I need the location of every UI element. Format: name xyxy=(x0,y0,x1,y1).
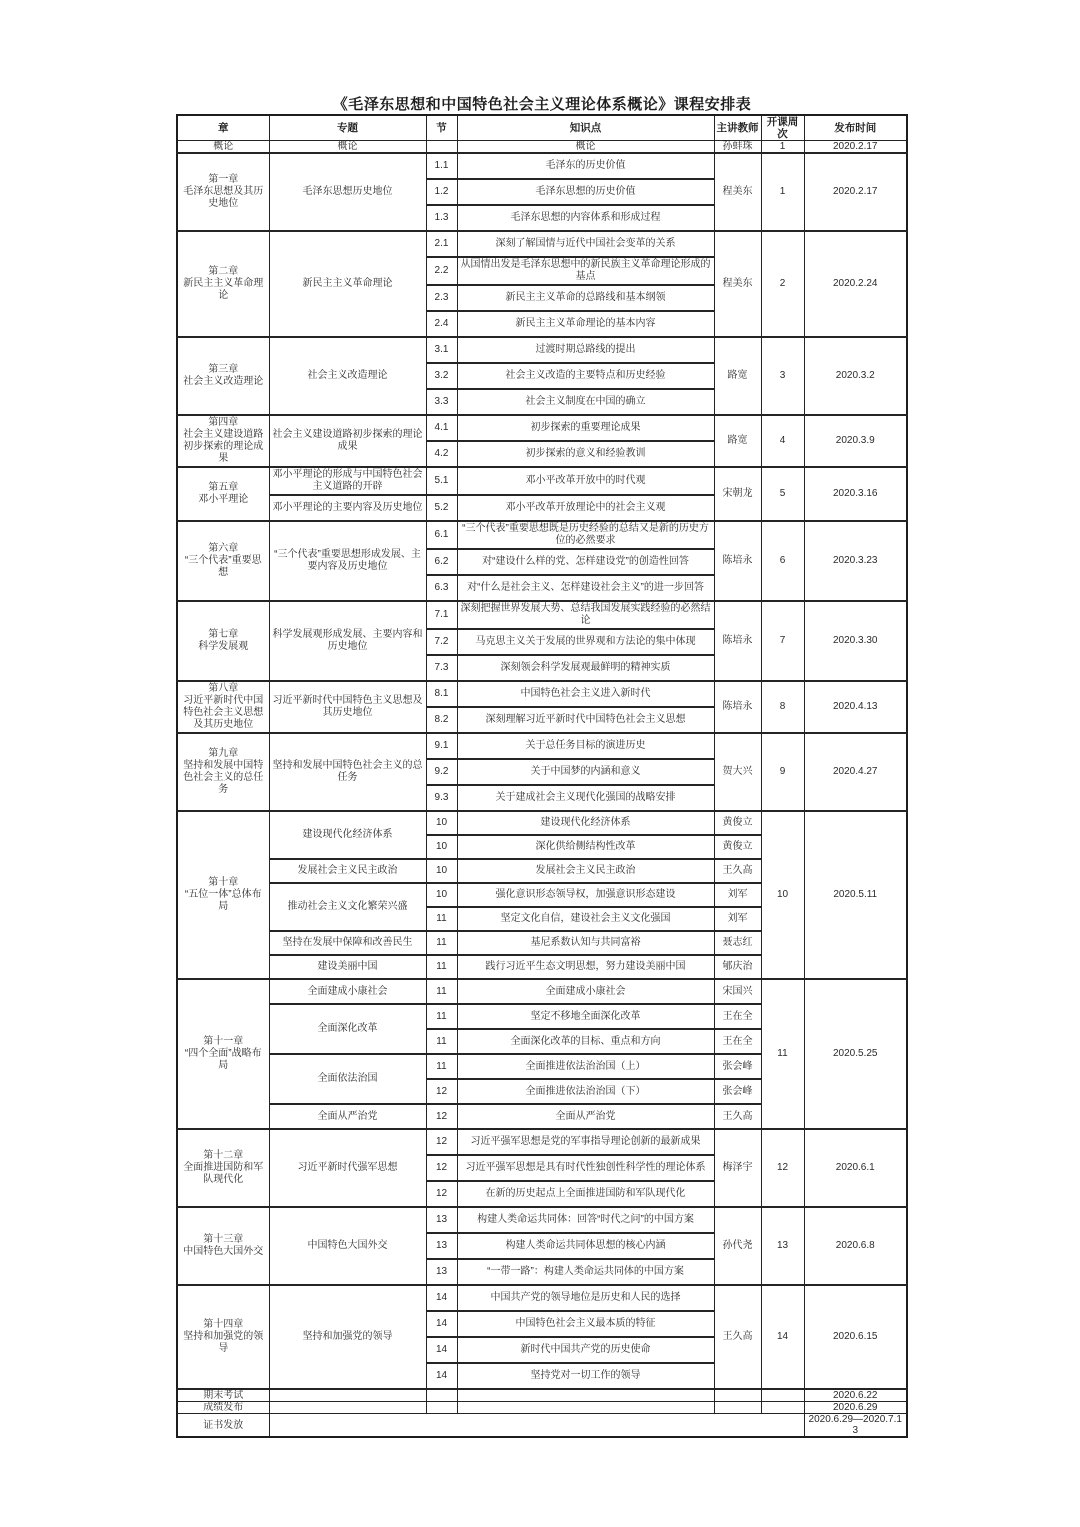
week-cell: 12 xyxy=(761,1129,804,1207)
week-cell: 1 xyxy=(761,153,804,231)
topic-cell: 邓小平理论的形成与中国特色社会主义道路的开辟 xyxy=(269,467,426,495)
teacher-cell: 张会峰 xyxy=(714,1054,761,1079)
topic-cell: 建设美丽中国 xyxy=(269,955,426,979)
date-cell: 2020.4.13 xyxy=(804,681,907,733)
schedule-row xyxy=(177,601,907,629)
teacher-cell: 聂志红 xyxy=(714,931,761,955)
schedule-row xyxy=(177,811,907,835)
chapter-number: 第十二章 xyxy=(203,1150,244,1161)
chapter-number: 概论 xyxy=(213,141,234,152)
date-cell: 2020.2.24 xyxy=(804,231,907,337)
section-cell: 14 xyxy=(426,1363,457,1389)
teacher-cell: 路宽 xyxy=(714,415,761,467)
section-cell: 6.3 xyxy=(426,575,457,601)
schedule-table-body xyxy=(177,141,907,1438)
schedule-row xyxy=(177,231,907,257)
schedule-row xyxy=(177,415,907,441)
section-cell: 11 xyxy=(426,955,457,979)
date-cell: 2020.2.17 xyxy=(804,153,907,231)
footer-label-cell: 期末考试 xyxy=(177,1389,269,1402)
schedule-row xyxy=(177,337,907,363)
schedule-row xyxy=(177,1207,907,1233)
chapter-name: “五位一体”总体布局 xyxy=(184,889,262,912)
footer-date-cell: 2020.6.29 xyxy=(804,1402,907,1414)
chapter-number: 第十一章 xyxy=(203,1036,244,1047)
chapter-number: 第七章 xyxy=(208,629,239,640)
teacher-cell: 宋国兴 xyxy=(714,979,761,1004)
knowledge-point-cell: 新民主主义革命理论的基本内容 xyxy=(457,311,714,337)
date-cell: 2020.6.15 xyxy=(804,1285,907,1389)
schedule-row xyxy=(177,733,907,759)
footer-empty-cell xyxy=(761,1389,804,1402)
knowledge-point-cell: 坚定不移地全面深化改革 xyxy=(457,1004,714,1029)
week-cell: 1 xyxy=(761,141,804,154)
column-header-week: 开课周次 xyxy=(761,115,804,141)
topic-cell: 毛泽东思想历史地位 xyxy=(269,153,426,231)
teacher-cell: 陈培永 xyxy=(714,521,761,601)
header-row xyxy=(177,115,907,141)
teacher-cell: 王久高 xyxy=(714,1285,761,1389)
knowledge-point-cell: 深刻把握世界发展大势、总结我国发展实践经验的必然结论 xyxy=(457,601,714,629)
footer-empty-cell xyxy=(269,1402,426,1414)
topic-cell: 坚持和加强党的领导 xyxy=(269,1285,426,1389)
footer-empty-cell xyxy=(457,1402,714,1414)
schedule-table xyxy=(176,114,908,1438)
knowledge-point-cell: 强化意识形态领导权，加强意识形态建设 xyxy=(457,883,714,907)
teacher-cell: 刘军 xyxy=(714,907,761,931)
knowledge-point-cell: 中国共产党的领导地位是历史和人民的选择 xyxy=(457,1285,714,1311)
week-cell: 2 xyxy=(761,231,804,337)
knowledge-point-cell: 过渡时期总路线的提出 xyxy=(457,337,714,363)
course-schedule-document xyxy=(176,96,908,1438)
section-cell: 2.1 xyxy=(426,231,457,257)
teacher-cell: 陈培永 xyxy=(714,601,761,681)
chapter-cell xyxy=(177,467,269,521)
section-cell: 4.2 xyxy=(426,441,457,467)
knowledge-point-cell: 新民主主义革命的总路线和基本纲领 xyxy=(457,285,714,311)
section-cell: 5.2 xyxy=(426,495,457,521)
schedule-row xyxy=(177,141,907,154)
knowledge-point-cell: 毛泽东思想的历史价值 xyxy=(457,179,714,205)
date-cell: 2020.3.30 xyxy=(804,601,907,681)
chapter-number: 第五章 xyxy=(208,482,239,493)
topic-cell: 邓小平理论的主要内容及历史地位 xyxy=(269,495,426,521)
section-cell: 14 xyxy=(426,1337,457,1363)
knowledge-point-cell: 对“什么是社会主义、怎样建设社会主义”的进一步回答 xyxy=(457,575,714,601)
date-cell: 2020.3.2 xyxy=(804,337,907,415)
knowledge-point-cell: 邓小平改革开放理论中的社会主义观 xyxy=(457,495,714,521)
date-cell: 2020.3.9 xyxy=(804,415,907,467)
topic-cell: 全面深化改革 xyxy=(269,1004,426,1054)
section-cell: 11 xyxy=(426,979,457,1004)
column-header-knowledge-point: 知识点 xyxy=(457,115,714,141)
chapter-cell xyxy=(177,521,269,601)
chapter-number: 第六章 xyxy=(208,543,239,554)
footer-empty-cell xyxy=(269,1389,426,1402)
topic-cell: 建设现代化经济体系 xyxy=(269,811,426,859)
chapter-cell xyxy=(177,979,269,1129)
chapter-cell xyxy=(177,153,269,231)
page-title: 《毛泽东思想和中国特色社会主义理论体系概论》课程安排表 xyxy=(332,96,752,113)
schedule-row xyxy=(177,681,907,707)
topic-cell: 社会主义建设道路初步探索的理论成果 xyxy=(269,415,426,467)
footer-empty-cell xyxy=(269,1414,804,1438)
chapter-name: 科学发展观 xyxy=(198,641,249,652)
week-cell: 11 xyxy=(761,979,804,1129)
teacher-cell: 陈培永 xyxy=(714,681,761,733)
section-cell: 7.2 xyxy=(426,629,457,655)
teacher-cell: 王在全 xyxy=(714,1004,761,1029)
chapter-cell xyxy=(177,231,269,337)
teacher-cell: 王久高 xyxy=(714,859,761,883)
section-cell: 12 xyxy=(426,1155,457,1181)
chapter-name: “三个代表”重要思想 xyxy=(184,555,262,578)
section-cell: 2.3 xyxy=(426,285,457,311)
section-cell: 11 xyxy=(426,931,457,955)
teacher-cell: 宋朝龙 xyxy=(714,467,761,521)
section-cell: 13 xyxy=(426,1207,457,1233)
teacher-cell: 刘军 xyxy=(714,883,761,907)
topic-cell: 概论 xyxy=(269,141,426,154)
teacher-cell: 王久高 xyxy=(714,1104,761,1129)
chapter-cell xyxy=(177,1129,269,1207)
section-cell: 7.3 xyxy=(426,655,457,681)
chapter-number: 第三章 xyxy=(208,364,239,375)
knowledge-point-cell: 全面深化改革的目标、重点和方向 xyxy=(457,1029,714,1054)
section-cell: 9.1 xyxy=(426,733,457,759)
knowledge-point-cell: 初步探索的意义和经验教训 xyxy=(457,441,714,467)
knowledge-point-cell: 深刻理解习近平新时代中国特色社会主义思想 xyxy=(457,707,714,733)
knowledge-point-cell: 基尼系数认知与共同富裕 xyxy=(457,931,714,955)
chapter-name: “四个全面”战略布局 xyxy=(184,1048,262,1071)
footer-row xyxy=(177,1389,907,1402)
chapter-number: 第一章 xyxy=(208,174,239,185)
knowledge-point-cell: 初步探索的重要理论成果 xyxy=(457,415,714,441)
chapter-name: 邓小平理论 xyxy=(198,494,249,505)
section-cell: 11 xyxy=(426,1029,457,1054)
week-cell: 14 xyxy=(761,1285,804,1389)
week-cell: 9 xyxy=(761,733,804,811)
footer-empty-cell xyxy=(714,1402,761,1414)
section-cell: 12 xyxy=(426,1129,457,1155)
chapter-number: 第十三章 xyxy=(203,1234,244,1245)
week-cell: 3 xyxy=(761,337,804,415)
section-cell: 6.1 xyxy=(426,521,457,549)
teacher-cell: 梅泽宇 xyxy=(714,1129,761,1207)
topic-cell: 中国特色大国外交 xyxy=(269,1207,426,1285)
topic-cell: 新民主主义革命理论 xyxy=(269,231,426,337)
section-cell: 13 xyxy=(426,1259,457,1285)
knowledge-point-cell: 践行习近平生态文明思想，努力建设美丽中国 xyxy=(457,955,714,979)
section-cell: 5.1 xyxy=(426,467,457,495)
chapter-cell xyxy=(177,1285,269,1389)
section-cell: 3.3 xyxy=(426,389,457,415)
teacher-cell: 王在全 xyxy=(714,1029,761,1054)
section-cell: 1.2 xyxy=(426,179,457,205)
chapter-number: 第十四章 xyxy=(203,1319,244,1330)
knowledge-point-cell: 关于总任务目标的演进历史 xyxy=(457,733,714,759)
chapter-name: 中国特色大国外交 xyxy=(183,1246,264,1257)
topic-cell: 推动社会主义文化繁荣兴盛 xyxy=(269,883,426,931)
section-cell: 10 xyxy=(426,859,457,883)
knowledge-point-cell: 坚持党对一切工作的领导 xyxy=(457,1363,714,1389)
week-cell: 6 xyxy=(761,521,804,601)
section-cell: 6.2 xyxy=(426,549,457,575)
chapter-name: 新民主主义革命理论 xyxy=(183,278,264,301)
teacher-cell: 路宽 xyxy=(714,337,761,415)
section-cell: 12 xyxy=(426,1181,457,1207)
chapter-name: 毛泽东思想及其历史地位 xyxy=(183,186,264,209)
footer-empty-cell xyxy=(457,1389,714,1402)
date-cell: 2020.3.16 xyxy=(804,467,907,521)
teacher-cell: 孙代尧 xyxy=(714,1207,761,1285)
footer-label-cell: 成绩发布 xyxy=(177,1402,269,1414)
teacher-cell: 黄俊立 xyxy=(714,811,761,835)
knowledge-point-cell: 毛泽东思想的内容体系和形成过程 xyxy=(457,205,714,231)
topic-cell: 习近平新时代中国特色主义思想及其历史地位 xyxy=(269,681,426,733)
chapter-name: 坚持和发展中国特色社会主义的总任务 xyxy=(183,760,264,795)
footer-empty-cell xyxy=(761,1402,804,1414)
knowledge-point-cell: 全面建成小康社会 xyxy=(457,979,714,1004)
teacher-cell: 黄俊立 xyxy=(714,835,761,859)
topic-cell: 全面从严治党 xyxy=(269,1104,426,1129)
section-cell: 11 xyxy=(426,1054,457,1079)
week-cell: 13 xyxy=(761,1207,804,1285)
section-cell: 14 xyxy=(426,1285,457,1311)
section-cell: 10 xyxy=(426,811,457,835)
knowledge-point-cell: 全面从严治党 xyxy=(457,1104,714,1129)
footer-empty-cell xyxy=(714,1389,761,1402)
week-cell: 7 xyxy=(761,601,804,681)
section-cell: 11 xyxy=(426,1004,457,1029)
knowledge-point-cell: 全面推进依法治治国（下） xyxy=(457,1079,714,1104)
chapter-cell xyxy=(177,415,269,467)
chapter-name: 坚持和加强党的领导 xyxy=(183,1331,264,1354)
section-cell: 12 xyxy=(426,1079,457,1104)
knowledge-point-cell: 社会主义改造的主要特点和历史经验 xyxy=(457,363,714,389)
section-cell: 10 xyxy=(426,883,457,907)
knowledge-point-cell: 习近平强军思想是党的军事指导理论创新的最新成果 xyxy=(457,1129,714,1155)
section-cell: 14 xyxy=(426,1311,457,1337)
teacher-cell: 程美东 xyxy=(714,153,761,231)
section-cell: 1.1 xyxy=(426,153,457,179)
schedule-row xyxy=(177,979,907,1004)
topic-cell: 全面依法治国 xyxy=(269,1054,426,1104)
section-cell: 4.1 xyxy=(426,415,457,441)
date-cell: 2020.4.27 xyxy=(804,733,907,811)
section-cell: 9.3 xyxy=(426,785,457,811)
teacher-cell: 孙蚌珠 xyxy=(714,141,761,154)
chapter-cell xyxy=(177,811,269,979)
schedule-row xyxy=(177,1285,907,1311)
chapter-number: 第九章 xyxy=(208,748,239,759)
week-cell: 5 xyxy=(761,467,804,521)
teacher-cell: 张会峰 xyxy=(714,1079,761,1104)
schedule-row xyxy=(177,153,907,179)
chapter-number: 第四章 xyxy=(208,417,239,428)
section-cell: 3.1 xyxy=(426,337,457,363)
chapter-name: 社会主义建设道路初步探索的理论成果 xyxy=(183,429,264,464)
teacher-cell: 贺大兴 xyxy=(714,733,761,811)
knowledge-point-cell: 关于建成社会主义现代化强国的战略安排 xyxy=(457,785,714,811)
knowledge-point-cell: 概论 xyxy=(457,141,714,154)
chapter-name: 社会主义改造理论 xyxy=(183,376,264,387)
section-cell: 8.2 xyxy=(426,707,457,733)
knowledge-point-cell: 中国特色社会主义进入新时代 xyxy=(457,681,714,707)
chapter-name: 全面推进国防和军队现代化 xyxy=(183,1162,264,1185)
topic-cell: 坚持和发展中国特色社会主义的总任务 xyxy=(269,733,426,811)
section-cell: 2.4 xyxy=(426,311,457,337)
chapter-cell xyxy=(177,1207,269,1285)
schedule-row xyxy=(177,521,907,549)
teacher-cell: 郇庆治 xyxy=(714,955,761,979)
knowledge-point-cell: 深刻领会科学发展观最鲜明的精神实质 xyxy=(457,655,714,681)
column-header-teacher: 主讲教师 xyxy=(714,115,761,141)
column-header-chapter: 章 xyxy=(177,115,269,141)
chapter-cell xyxy=(177,733,269,811)
footer-label-cell: 证书发放 xyxy=(177,1414,269,1438)
section-cell xyxy=(426,141,457,154)
chapter-cell xyxy=(177,337,269,415)
section-cell: 7.1 xyxy=(426,601,457,629)
footer-row xyxy=(177,1414,907,1438)
knowledge-point-cell: 构建人类命运共同体思想的核心内涵 xyxy=(457,1233,714,1259)
section-cell: 13 xyxy=(426,1233,457,1259)
chapter-number: 第十章 xyxy=(208,877,239,888)
topic-cell: 科学发展观形成发展、主要内容和历史地位 xyxy=(269,601,426,681)
section-cell: 10 xyxy=(426,835,457,859)
knowledge-point-cell: 马克思主义关于发展的世界观和方法论的集中体现 xyxy=(457,629,714,655)
topic-cell: 全面建成小康社会 xyxy=(269,979,426,1004)
week-cell: 8 xyxy=(761,681,804,733)
footer-empty-cell xyxy=(426,1389,457,1402)
knowledge-point-cell: 深化供给侧结构性改革 xyxy=(457,835,714,859)
chapter-cell xyxy=(177,601,269,681)
topic-cell: 习近平新时代强军思想 xyxy=(269,1129,426,1207)
section-cell: 8.1 xyxy=(426,681,457,707)
section-cell: 3.2 xyxy=(426,363,457,389)
knowledge-point-cell: 习近平强军思想是具有时代性独创性科学性的理论体系 xyxy=(457,1155,714,1181)
chapter-name: 习近平新时代中国特色社会主义思想及其历史地位 xyxy=(183,695,264,730)
topic-cell: 发展社会主义民主政治 xyxy=(269,859,426,883)
knowledge-point-cell: 发展社会主义民主政治 xyxy=(457,859,714,883)
chapter-number: 第二章 xyxy=(208,266,239,277)
knowledge-point-cell: 社会主义制度在中国的确立 xyxy=(457,389,714,415)
topic-cell: 坚持在发展中保障和改善民生 xyxy=(269,931,426,955)
knowledge-point-cell: 在新的历史起点上全面推进国防和军队现代化 xyxy=(457,1181,714,1207)
section-cell: 12 xyxy=(426,1104,457,1129)
knowledge-point-cell: 坚定文化自信，建设社会主义文化强国 xyxy=(457,907,714,931)
date-cell: 2020.5.11 xyxy=(804,811,907,979)
chapter-number: 第八章 xyxy=(208,683,239,694)
footer-date-cell: 2020.6.22 xyxy=(804,1389,907,1402)
chapter-cell xyxy=(177,681,269,733)
schedule-row xyxy=(177,467,907,495)
knowledge-point-cell: 新时代中国共产党的历史使命 xyxy=(457,1337,714,1363)
date-cell: 2020.6.8 xyxy=(804,1207,907,1285)
section-cell: 9.2 xyxy=(426,759,457,785)
topic-cell: 社会主义改造理论 xyxy=(269,337,426,415)
date-cell: 2020.5.25 xyxy=(804,979,907,1129)
section-cell: 2.2 xyxy=(426,257,457,285)
knowledge-point-cell: 中国特色社会主义最本质的特征 xyxy=(457,1311,714,1337)
column-header-section: 节 xyxy=(426,115,457,141)
topic-cell: “三个代表”重要思想形成发展、主要内容及历史地位 xyxy=(269,521,426,601)
column-header-topic: 专题 xyxy=(269,115,426,141)
section-cell: 1.3 xyxy=(426,205,457,231)
knowledge-point-cell: 深刻了解国情与近代中国社会变革的关系 xyxy=(457,231,714,257)
section-cell: 11 xyxy=(426,907,457,931)
knowledge-point-cell: “三个代表”重要思想既是历史经验的总结又是新的历史方位的必然要求 xyxy=(457,521,714,549)
knowledge-point-cell: 邓小平改革开放中的时代观 xyxy=(457,467,714,495)
week-cell: 4 xyxy=(761,415,804,467)
chapter-cell xyxy=(177,141,269,154)
footer-row xyxy=(177,1402,907,1414)
knowledge-point-cell: 毛泽东的历史价值 xyxy=(457,153,714,179)
knowledge-point-cell: 对“建设什么样的党、怎样建设党”的创造性回答 xyxy=(457,549,714,575)
footer-date-cell: 2020.6.29—2020.7.13 xyxy=(804,1414,907,1438)
teacher-cell: 程美东 xyxy=(714,231,761,337)
column-header-publish-date: 发布时间 xyxy=(804,115,907,141)
date-cell: 2020.6.1 xyxy=(804,1129,907,1207)
knowledge-point-cell: 建设现代化经济体系 xyxy=(457,811,714,835)
footer-empty-cell xyxy=(426,1402,457,1414)
schedule-row xyxy=(177,1129,907,1155)
knowledge-point-cell: “一带一路”：构建人类命运共同体的中国方案 xyxy=(457,1259,714,1285)
knowledge-point-cell: 关于中国梦的内涵和意义 xyxy=(457,759,714,785)
knowledge-point-cell: 从国情出发是毛泽东思想中的新民族主义革命理论形成的基点 xyxy=(457,257,714,285)
date-cell: 2020.2.17 xyxy=(804,141,907,154)
knowledge-point-cell: 构建人类命运共同体：回答“时代之问”的中国方案 xyxy=(457,1207,714,1233)
date-cell: 2020.3.23 xyxy=(804,521,907,601)
week-cell: 10 xyxy=(761,811,804,979)
knowledge-point-cell: 全面推进依法治治国（上） xyxy=(457,1054,714,1079)
